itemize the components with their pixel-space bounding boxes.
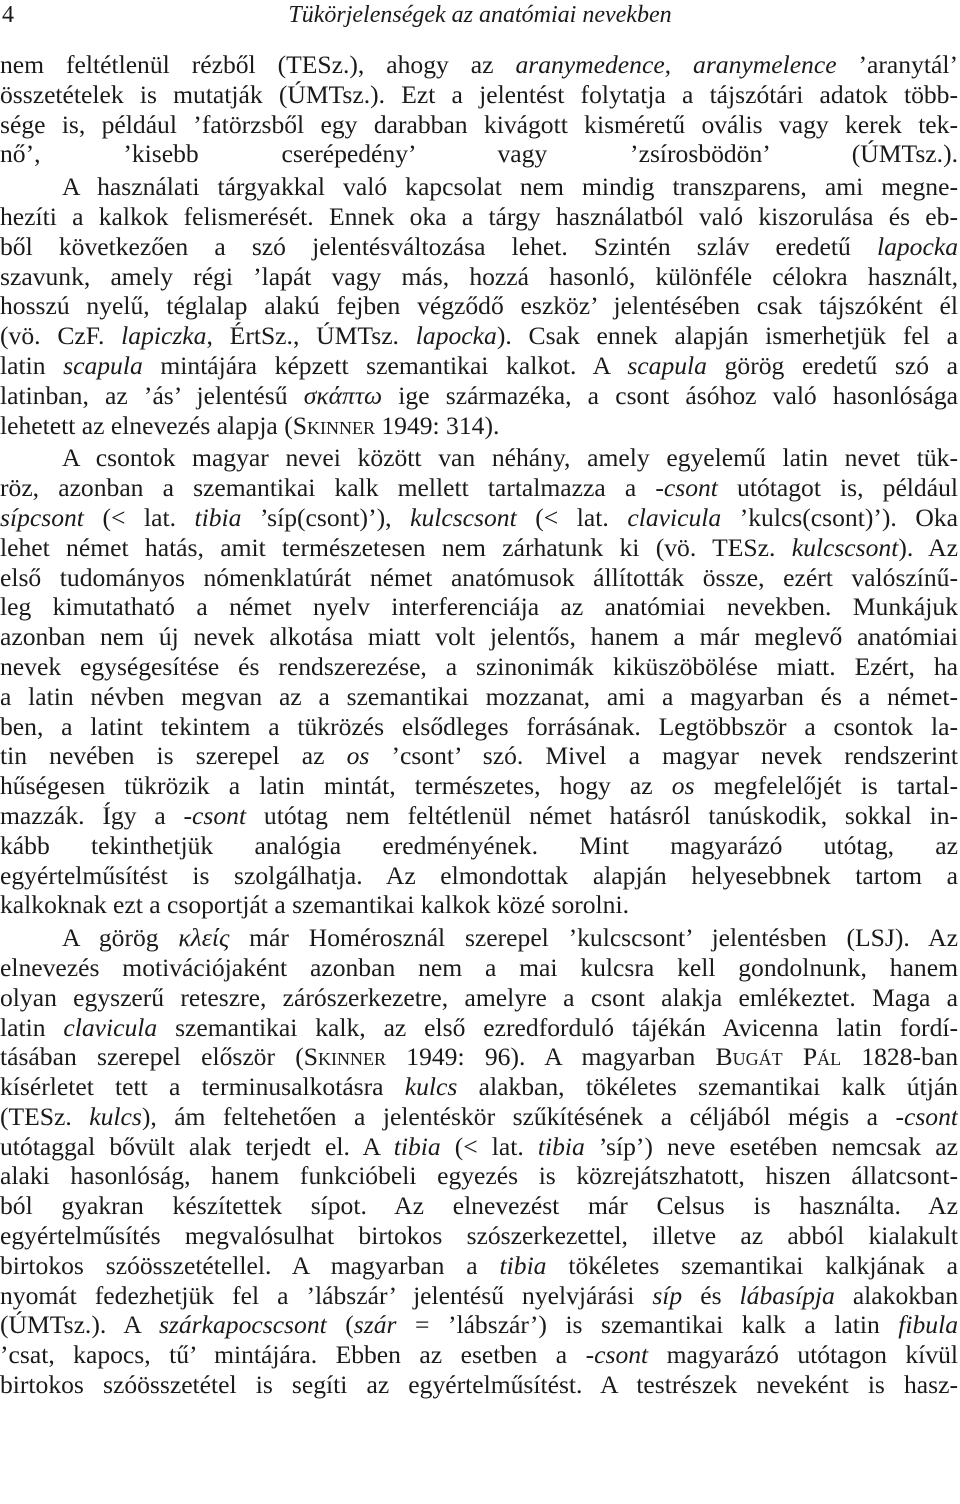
- text-run: A csontok magyar nevei között van néhány, amely egyelemű latin nevet tük-: [62, 443, 958, 473]
- text-line: [0, 682, 958, 712]
- text-run: szemantikai kalk, az első ezredforduló tájékán Avicenna latin fordí-: [157, 1012, 958, 1042]
- text-run: görög eredetű szó a: [706, 350, 958, 380]
- italic-term: clavicula: [627, 502, 722, 532]
- text-run: nem feltétlenül rézből (TESz.), ahogy az: [0, 50, 516, 79]
- italic-term: os: [671, 771, 695, 801]
- text-line: [0, 712, 958, 742]
- text-run: (TESz.: [0, 1101, 90, 1131]
- italic-term: -csont: [655, 473, 718, 503]
- text-run: ben, a latint tekintem a tükrözés elsődleges forrásának. Legtöbbször a csontok la-: [0, 711, 958, 741]
- text-line: [0, 1310, 958, 1340]
- text-line: [0, 1340, 958, 1370]
- text-run: röz, azonban a szemantikai kalk mellett tartalmazza a: [0, 473, 656, 503]
- text-run: (: [326, 1310, 354, 1340]
- text-run: mintájára képzett szemantikai kalkot. A: [142, 350, 628, 380]
- running-title: Tükörjelenségek az anatómiai nevekben: [288, 2, 672, 28]
- text-run: alakokban: [834, 1280, 958, 1310]
- text-line: [0, 411, 958, 441]
- italic-term: -csont: [183, 800, 247, 830]
- text-line: [0, 771, 958, 801]
- text-run: megfelelőjét is tartal-: [694, 771, 958, 801]
- text-run: lehet német hatás, amit természetesen nem zárhatunk ki (vö. TESz.: [0, 532, 792, 562]
- italic-term: tibia: [194, 502, 242, 532]
- text-line: [0, 890, 958, 920]
- text-run: a latin névben megvan az a szemantikai mozzanat, ami a magyarban és a német-: [0, 681, 958, 711]
- text-run: elnevezés motivációjaként azonban nem a mai kulcsra kell gondolnunk, hanem: [0, 952, 958, 982]
- italic-term: kulcs: [89, 1101, 142, 1131]
- text-run: kalkoknak ezt a csoportját a szemantikai kalkok közé sorolni.: [0, 890, 629, 920]
- text-line: [0, 1072, 958, 1102]
- italic-term: tibia: [537, 1131, 585, 1161]
- text-line: [0, 50, 958, 80]
- text-line: [0, 473, 958, 503]
- text-run: hezíti a kalkok felismerését. Ennek oka a tárgy használatból való kiszorulása és eb-: [0, 201, 958, 231]
- text-line: [0, 139, 958, 169]
- text-line: [0, 533, 958, 563]
- text-line: [0, 232, 958, 262]
- text-line: [0, 1102, 958, 1132]
- italic-term: scapula: [627, 350, 707, 380]
- text-run: azonban nem új nevek alkotása miatt volt jelentős, hanem a már meglevő anatómiai: [0, 622, 958, 652]
- text-run: ’aranytál’: [836, 50, 958, 79]
- page-number: 4: [2, 2, 14, 28]
- text-run: kább tekinthetjük analógia eredményének. Mint magyarázó utótag, az: [0, 830, 958, 860]
- text-line: [0, 1281, 958, 1311]
- text-run: latin: [0, 350, 64, 380]
- text-run: lehetett az elnevezés alapja (: [0, 410, 293, 440]
- text-run: latinban, az ’ás’ jelentésű: [0, 380, 304, 410]
- text-line: [0, 351, 958, 381]
- italic-term: aranymedence, aranymelence: [515, 50, 837, 79]
- italic-term: lapiczka: [121, 321, 207, 351]
- text-line: [0, 741, 958, 771]
- text-run: ’síp’) neve esetében nemcsak az: [584, 1131, 958, 1161]
- text-run: latin: [0, 1012, 64, 1042]
- text-run: , ÉrtSz., ÚMTsz.: [206, 321, 416, 351]
- italic-term: kulcs: [404, 1072, 458, 1102]
- text-line: [0, 110, 958, 140]
- text-line: [0, 443, 958, 473]
- page-header: [0, 0, 960, 40]
- text-run: nevek egységesítése és rendszerezése, a szinonimák kiküszöbölése miatt. Ezért, ha: [0, 651, 958, 681]
- text-run: nő’, ’kisebb cserépedény’ vagy ’zsírosbödön’ (ÚMTsz.).: [0, 139, 958, 169]
- text-line: [0, 1370, 958, 1400]
- text-run: utótag nem feltétlenül német hatásról tanúskodik, sokkal in-: [246, 800, 958, 830]
- italic-term: sípcsont: [0, 502, 84, 532]
- text-run: egyértelműsítést is szolgálhatja. Az elmondottak alapján helyesebbnek tartom a: [0, 860, 958, 890]
- italic-term: fibula: [898, 1310, 958, 1340]
- italic-term: szár: [353, 1310, 397, 1340]
- text-line: [0, 563, 958, 593]
- text-run: 1949: 96). A magyarban: [386, 1042, 716, 1072]
- text-run: szavunk, amely régi ’lapát vagy más, hozzá hasonló, különféle célokra használt,: [0, 261, 958, 291]
- text-line: [0, 652, 958, 682]
- text-run: (vö. CzF.: [0, 321, 122, 351]
- text-run: (< lat.: [516, 502, 628, 532]
- text-line: [0, 1251, 958, 1281]
- text-run: összetételek is mutatják (ÚMTsz.). Ezt a jelentést folytatja a tájszótári adatok több-: [0, 79, 958, 109]
- text-line: [0, 622, 958, 652]
- italic-term: kulcscsont: [410, 502, 517, 532]
- text-line: [0, 831, 958, 861]
- text-run: ). Csak ennek alapján ismerhetjük fel a: [496, 321, 958, 351]
- text-line: [0, 861, 958, 891]
- text-run: 1949: 314).: [374, 410, 500, 440]
- text-run: = ’lábszár’) is szemantikai kalk a latin: [396, 1310, 899, 1340]
- text-run: olyan egyszerű reteszre, zárószerkezetre, amelyre a csont alakja emlékeztet. Maga a: [0, 982, 958, 1012]
- text-run: utótagot is, például: [717, 473, 958, 503]
- text-line: [0, 983, 958, 1013]
- text-line: [0, 1042, 958, 1072]
- text-run: birtokos szóösszetétel is segíti az egyértelműsítést. A testrészek neveként is hasz-: [0, 1370, 958, 1400]
- text-run: tin nevében is szerepel az: [0, 741, 347, 771]
- text-run: leg kimutatható a német nyelv interferenciája az anatómiai nevekben. Munkájuk: [0, 592, 958, 622]
- text-line: [0, 801, 958, 831]
- text-run: hűségesen tükrözik a latin mintát, természetes, hogy az: [0, 771, 672, 801]
- author-name: Bugát Pál: [715, 1042, 842, 1072]
- text-run: hosszú nyelű, téglalap alakú fejben végződő eszköz’ jelentésében csak tájszóként él: [0, 291, 958, 321]
- text-run: birtokos szóösszetétellel. A magyarban a: [0, 1250, 500, 1280]
- text-run: tökéletes szemantikai kalkjának a: [546, 1250, 958, 1280]
- text-run: sége is, például ’fatörzsből egy darabban kivágott kisméretű ovális vagy kerek tek-: [0, 109, 958, 139]
- text-line: [0, 291, 958, 321]
- text-line: [0, 80, 958, 110]
- text-line: [0, 1191, 958, 1221]
- text-line: [0, 1132, 958, 1162]
- text-line: [0, 1013, 958, 1043]
- text-run: (< lat.: [83, 502, 195, 532]
- text-run: A görög: [62, 923, 179, 953]
- italic-term: síp: [652, 1280, 683, 1310]
- text-line: [0, 953, 958, 983]
- text-run: egyértelműsítés megvalósulhat birtokos szószerkezettel, illetve az abból kialakult: [0, 1221, 958, 1251]
- text-line: [0, 503, 958, 533]
- text-run: ), ám feltehetően a jelentéskör szűkítésének a céljából mégis a: [141, 1101, 896, 1131]
- italic-term: clavicula: [63, 1012, 158, 1042]
- italic-term: szárkapocscsont: [158, 1310, 327, 1340]
- italic-term: -csont: [585, 1340, 649, 1370]
- text-line: [0, 262, 958, 292]
- text-line: [0, 381, 958, 411]
- author-name: Skinner: [292, 410, 375, 440]
- text-run: ige származéka, a csont ásóhoz való hasonlósága: [382, 380, 958, 410]
- text-line: [0, 202, 958, 232]
- text-run: ). Az: [898, 532, 958, 562]
- italic-term: κλείς: [178, 923, 230, 953]
- text-run: utótaggal bővült alak terjedt el. A: [0, 1131, 394, 1161]
- text-run: ből következően a szó jelentésváltozása lehet. Szintén szláv eredetű: [0, 231, 877, 261]
- text-run: mazzák. Így a: [0, 800, 184, 830]
- text-run: kísérletet tett a terminusalkotásra: [0, 1072, 405, 1102]
- italic-term: σκάπτω: [303, 380, 383, 410]
- italic-term: lábasípja: [739, 1280, 835, 1310]
- text-line: [0, 1221, 958, 1251]
- text-run: ból gyakran készítettek sípot. Az elnevezést már Celsus is használta. Az: [0, 1191, 958, 1221]
- text-run: ’kulcs(csont)’). Oka: [721, 502, 958, 532]
- italic-term: -csont: [895, 1101, 958, 1131]
- body-text: [0, 50, 958, 1400]
- text-run: ’csont’ szó. Mivel a magyar nevek rendszerint: [369, 741, 958, 771]
- text-line: [0, 1161, 958, 1191]
- text-run: (ÚMTsz.). A: [0, 1310, 159, 1340]
- italic-term: lapocka: [415, 321, 497, 351]
- text-run: tásában szerepel először (: [0, 1042, 304, 1072]
- italic-term: scapula: [63, 350, 143, 380]
- author-name: Skinner: [303, 1042, 387, 1072]
- text-run: ’csat, kapocs, tű’ mintájára. Ebben az esetben a: [0, 1340, 586, 1370]
- text-run: alakban, tökéletes szemantikai kalk útján: [457, 1072, 958, 1102]
- italic-term: kulcscsont: [791, 532, 899, 562]
- italic-term: lapocka: [876, 231, 958, 261]
- text-run: már Homérosznál szerepel ’kulcscsont’ jelentésben (LSJ). Az: [229, 923, 958, 953]
- text-line: [0, 172, 958, 202]
- italic-term: os: [346, 741, 370, 771]
- text-run: magyarázó utótagon kívül: [648, 1340, 958, 1370]
- text-line: [0, 321, 958, 351]
- text-run: első tudományos nómenklatúrát német anatómusok állították össze, ezért valószínű-: [0, 562, 958, 592]
- text-run: nyomát fedezhetjük fel a ’lábszár’ jelentésű nyelvjárási: [0, 1280, 653, 1310]
- italic-term: tibia: [499, 1250, 547, 1280]
- text-run: A használati tárgyakkal való kapcsolat nem mindig transzparens, ami megne-: [62, 172, 958, 202]
- text-run: (< lat.: [440, 1131, 538, 1161]
- text-run: ’síp(csont)’),: [241, 502, 411, 532]
- italic-term: tibia: [393, 1131, 441, 1161]
- text-run: és: [682, 1280, 740, 1310]
- text-line: [0, 592, 958, 622]
- text-run: 1828-ban: [841, 1042, 958, 1072]
- text-run: alaki hasonlóság, hanem funkcióbeli egyezés is közrejátszhatott, hiszen állatcsont-: [0, 1161, 958, 1191]
- text-line: [0, 923, 958, 953]
